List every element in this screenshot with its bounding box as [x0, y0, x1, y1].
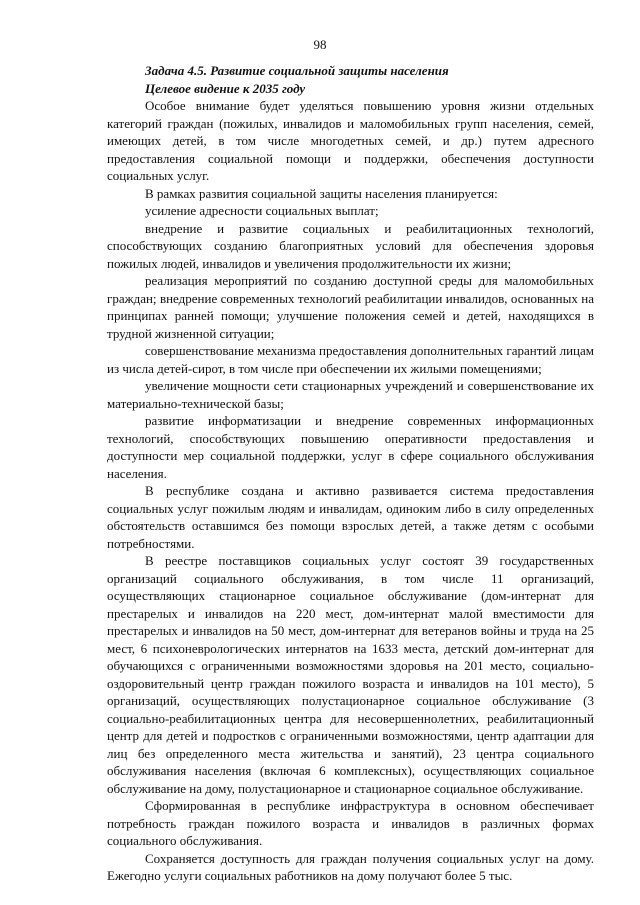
paragraph: В реестре поставщиков социальных услуг состоят 39 государственных организаций социального обслуживания, в том числе 11 организаций, осуществляющих стационарное социальное обслуживание (дом-интернат для престарелых и инвалидов на 220 мест, дом-интернат малой вместимости для престарелых и инвалидов на 50 мест, дом-интернат для ветеранов войны и труда на 25 мест, 6 психоневрологических интернатов на 1633 места, детский дом-интернат для обучающихся с ограниченными возможностями здоровья на 201 место, социально-оздоровительный центр граждан пожилого возраста и инвалидов на 101 место), 5 организаций, осуществляющих полустационарное социальное обслуживание (3 социально-реабилитационных центра для несовершеннолетних, реабилитационный центр для детей и подростков с ограниченными возможностями, центр адаптации для лиц без определенного места жительства и занятий), 23 центра социального обслуживания населения (включая 6 комплексных), осуществляющих социальное обслуживание на дому, полустационарное и стационарное социальное обслуживание. — [107, 553, 594, 796]
paragraph: Особое внимание будет уделяться повышению уровня жизни отдельных категорий граждан (пожилых, инвалидов и маломобильных групп населения, семей, имеющих детей, в том числе многодетных семей, и др.) путем адресного предоставления социальной помощи и поддержки, обеспечения доступности социальных услуг. — [107, 98, 594, 183]
section-subheading: Целевое видение к 2035 году — [145, 80, 306, 96]
paragraph: Сохраняется доступность для граждан получения социальных услуг на дому. Ежегодно услуги социальных работников на дому получают более 5 тыс. — [107, 850, 594, 883]
page-content — [107, 62, 594, 885]
paragraph: В республике создана и активно развивается система предоставления социальных услуг пожилым людям и инвалидам, одиноким либо в силу определенных обстоятельств оставшимся без помощи взрослых детей, а также детям с особыми потребностями. — [107, 483, 594, 551]
list-item: развитие информатизации и внедрение современных информационных технологий, способствующих повышению оперативности предоставления и доступности мер социальной поддержки, услуг в сфере социального обслуживания населения. — [107, 413, 594, 481]
list-item: увеличение мощности сети стационарных учреждений и совершенствование их материально-технической базы; — [107, 378, 594, 411]
page-number: 98 — [313, 37, 327, 52]
list-item: внедрение и развитие социальных и реабилитационных технологий, способствующих созданию благоприятных условий для обеспечения здоровья пожилых людей, инвалидов и увеличения продолжительности их жизни; — [107, 220, 594, 271]
paragraph: Сформированная в республике инфраструктура в основном обеспечивает потребность граждан пожилого возраста и инвалидов в различных формах социального обслуживания. — [107, 798, 594, 848]
paragraph: В рамках развития социальной защиты населения планируется: — [145, 185, 498, 201]
list-item: усиление адресности социальных выплат; — [145, 203, 379, 218]
list-item: совершенствование механизма предоставления дополнительных гарантий лицам из числа детей-сирот, в том числе при обеспечении их жилыми помещениями; — [107, 343, 594, 376]
list-item: реализация мероприятий по созданию доступной среды для маломобильных граждан; внедрение современных технологий реабилитации инвалидов, основанных на принципах ранней помощи; улучшение положения семей и детей, находящихся в трудной жизненной ситуации; — [107, 273, 594, 341]
section-heading: Задача 4.5. Развитие социальной защиты населения — [145, 63, 449, 78]
